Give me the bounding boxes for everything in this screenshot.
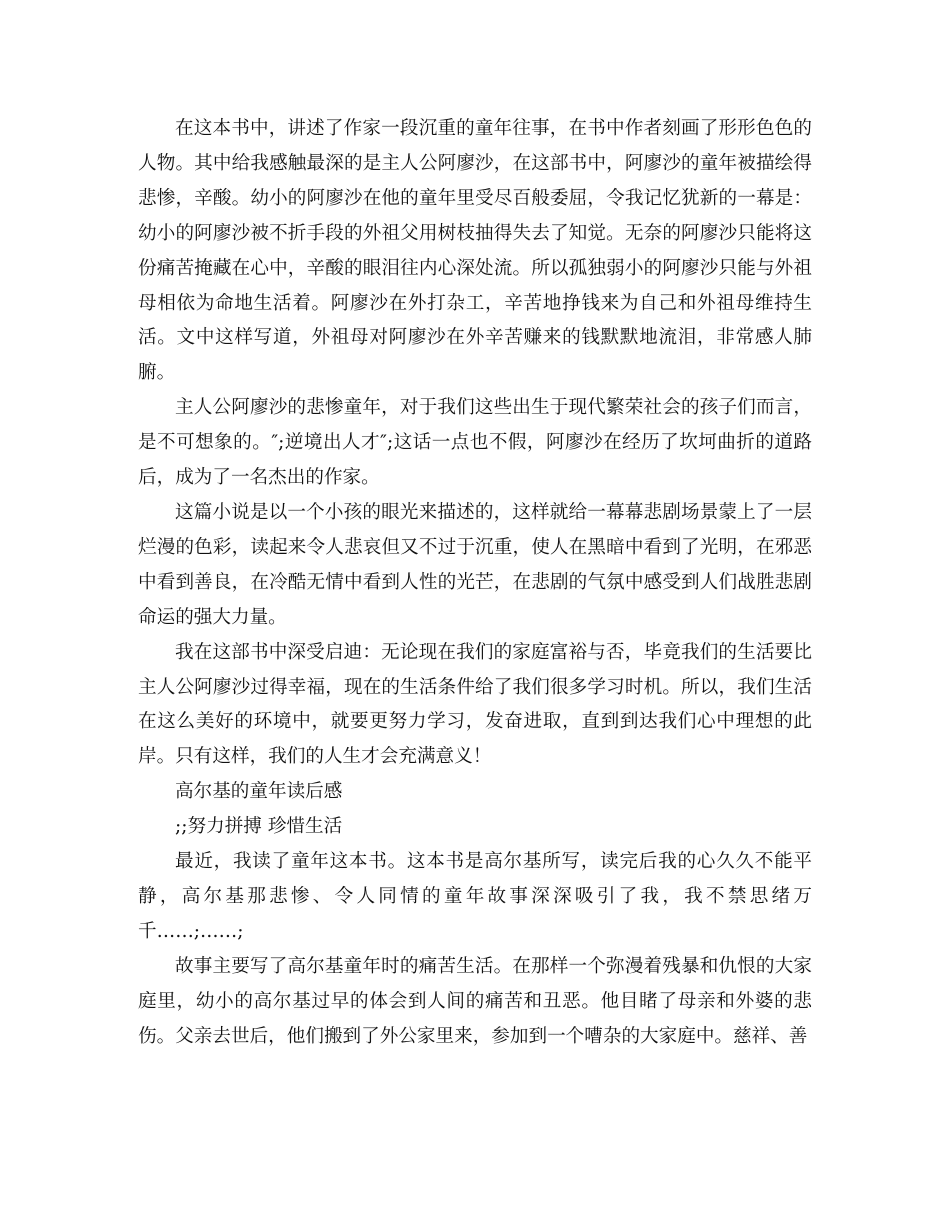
section-subtitle: ;;努力拼搏 珍惜生活 <box>175 816 343 838</box>
paragraph-3: 这篇小说是以一个小孩的眼光来描述的，这样就给一幕幕悲剧场景蒙上了一层烂漫的色彩，读起来令人悲哀但又不过于沉重，使人在黑暗中看到了光明，在邪恶中看到善良，在冷酷无情中看到人性的光芒，在悲剧的气氛中感受到人们战胜悲剧命运的强大力量。 <box>138 501 812 628</box>
paragraph-5: 最近，我读了童年这本书。这本书是高尔基所写，读完后我的心久久不能平静，高尔基那悲惨、令人同情的童年故事深深吸引了我，我不禁思绪万千……;……; <box>138 851 812 942</box>
paragraph-6: 故事主要写了高尔基童年时的痛苦生活。在那样一个弥漫着残暴和仇恨的大家庭里，幼小的高尔基过早的体会到人间的痛苦和丑恶。他目睹了母亲和外婆的悲伤。父亲去世后，他们搬到了外公家里来，参加到一个嘈杂的大家庭中。慈祥、善 <box>138 955 812 1047</box>
paragraph-4: 我在这部书中深受启迪：无论现在我们的家庭富裕与否，毕竟我们的生活要比主人公阿廖沙过得幸福，现在的生活条件给了我们很多学习时机。所以，我们生活在这么美好的环境中，就要更努力学习，发奋进取，直到到达我们心中理想的此岸。只有这样，我们的人生才会充满意义！ <box>138 641 812 768</box>
paragraph-2: 主人公阿廖沙的悲惨童年，对于我们这些出生于现代繁荣社会的孩子们而言，是不可想象的。″;逆境出人才″;这话一点也不假，阿廖沙在经历了坎坷曲折的道路后，成为了一名杰出的作家。 <box>138 397 812 489</box>
document-page <box>138 112 812 1054</box>
section-title: 高尔基的童年读后感 <box>175 781 343 803</box>
paragraph-1: 在这本书中，讲述了作家一段沉重的童年往事，在书中作者刻画了形形色色的人物。其中给我感触最深的是主人公阿廖沙，在这部书中，阿廖沙的童年被描绘得悲惨，辛酸。幼小的阿廖沙在他的童年里受尽百般委屈，令我记忆犹新的一幕是：幼小的阿廖沙被不折手段的外祖父用树枝抽得失去了知觉。无奈的阿廖沙只能将这份痛苦掩藏在心中，辛酸的眼泪往内心深处流。所以孤独弱小的阿廖沙只能与外祖母相依为命地生活着。阿廖沙在外打杂工，辛苦地挣钱来为自己和外祖母维持生活。文中这样写道，外祖母对阿廖沙在外辛苦赚来的钱默默地流泪，非常感人肺腑。 <box>138 118 812 384</box>
